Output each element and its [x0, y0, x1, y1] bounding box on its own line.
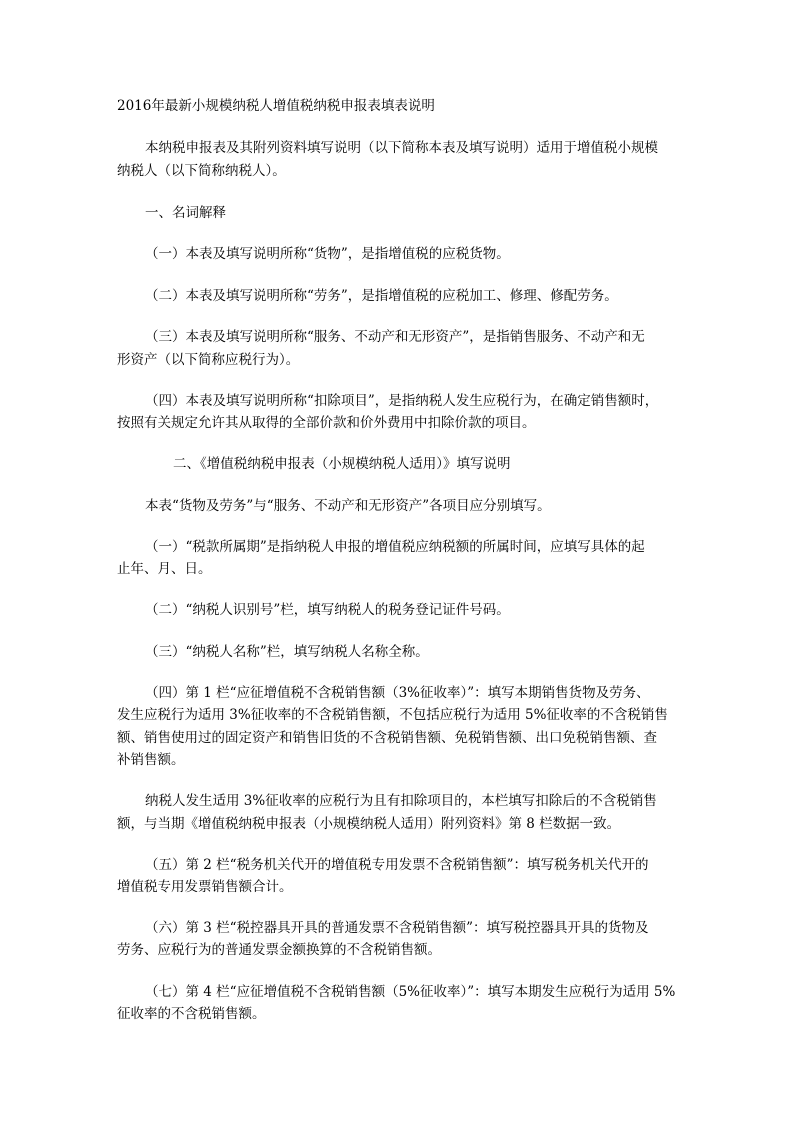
paragraph-line: （一）本表及填写说明所称“货物”，是指增值税的应税货物。	[145, 246, 510, 262]
paragraph-line: （二）本表及填写说明所称“劳务”，是指增值税的应税加工、修理、修配劳务。	[145, 288, 618, 304]
paragraph-line: 发生应税行为适用 3%征收率的不含税销售额，不包括应税行为适用 5%征收率的不含税销售	[117, 707, 668, 723]
paragraph-line: （四）第 1 栏“应征增值税不含税销售额（3%征收率）”：填写本期销售货物及劳务、	[145, 685, 650, 701]
paragraph-line: （七）第 4 栏“应征增值税不含税销售额（5%征收率）”：填写本期发生应税行为适用 5%	[145, 984, 676, 1000]
paragraph-line: （二）“纳税人识别号”栏，填写纳税人的税务登记证件号码。	[145, 602, 510, 618]
paragraph-line: （三）“纳税人名称”栏，填写纳税人名称全称。	[145, 644, 429, 660]
paragraph-line: 按照有关规定允许其从取得的全部价款和价外费用中扣除价款的项目。	[117, 415, 536, 431]
paragraph-line: 本表“货物及劳务”与“服务、不动产和无形资产”各项目应分别填写。	[145, 498, 551, 514]
paragraph-line: 征收率的不含税销售额。	[117, 1006, 266, 1022]
paragraph-line: （五）第 2 栏“税务机关代开的增值税专用发票不含税销售额”：填写税务机关代开的	[145, 857, 649, 873]
paragraph-line: 额、销售使用过的固定资产和销售旧货的不含税销售额、免税销售额、出口免税销售额、查	[117, 730, 657, 746]
paragraph-line: （四）本表及填写说明所称“扣除项目”，是指纳税人发生应税行为，在确定销售额时，	[145, 393, 659, 409]
document-title: 2016年最新小规模纳税人增值税纳税申报表填表说明	[117, 98, 435, 114]
paragraph-line: 额，与当期《增值税纳税申报表（小规模纳税人适用）附列资料》第 8 栏数据一致。	[117, 816, 621, 832]
paragraph-line: （一）“税款所属期”是指纳税人申报的增值税应纳税额的所属时间，应填写具体的起	[145, 539, 645, 555]
paragraph-line: 补销售额。	[117, 752, 185, 768]
paragraph-line: 止年、月、日。	[117, 561, 212, 577]
paragraph-line: 纳税人发生适用 3%征收率的应税行为且有扣除项目的，本栏填写扣除后的不含税销售	[145, 793, 657, 809]
section-heading: 一、名词解释	[145, 205, 226, 221]
paragraph-line: 劳务、应税行为的普通发票金额换算的不含税销售额。	[117, 942, 441, 958]
paragraph-line: 本纳税申报表及其附列资料填写说明（以下简称本表及填写说明）适用于增值税小规模	[145, 140, 658, 156]
paragraph-line: 增值税专用发票销售额合计。	[117, 879, 293, 895]
paragraph-line: （六）第 3 栏“税控器具开具的普通发票不含税销售额”：填写税控器具开具的货物及	[145, 920, 649, 936]
paragraph-line: （三）本表及填写说明所称“服务、不动产和无形资产”，是指销售服务、不动产和无	[145, 329, 645, 345]
paragraph-line: 纳税人（以下简称纳税人）。	[117, 163, 286, 179]
paragraph-line: 形资产（以下简称应税行为）。	[117, 352, 300, 368]
section-heading: 二、《增值税纳税申报表（小规模纳税人适用）》填写说明	[173, 456, 511, 472]
